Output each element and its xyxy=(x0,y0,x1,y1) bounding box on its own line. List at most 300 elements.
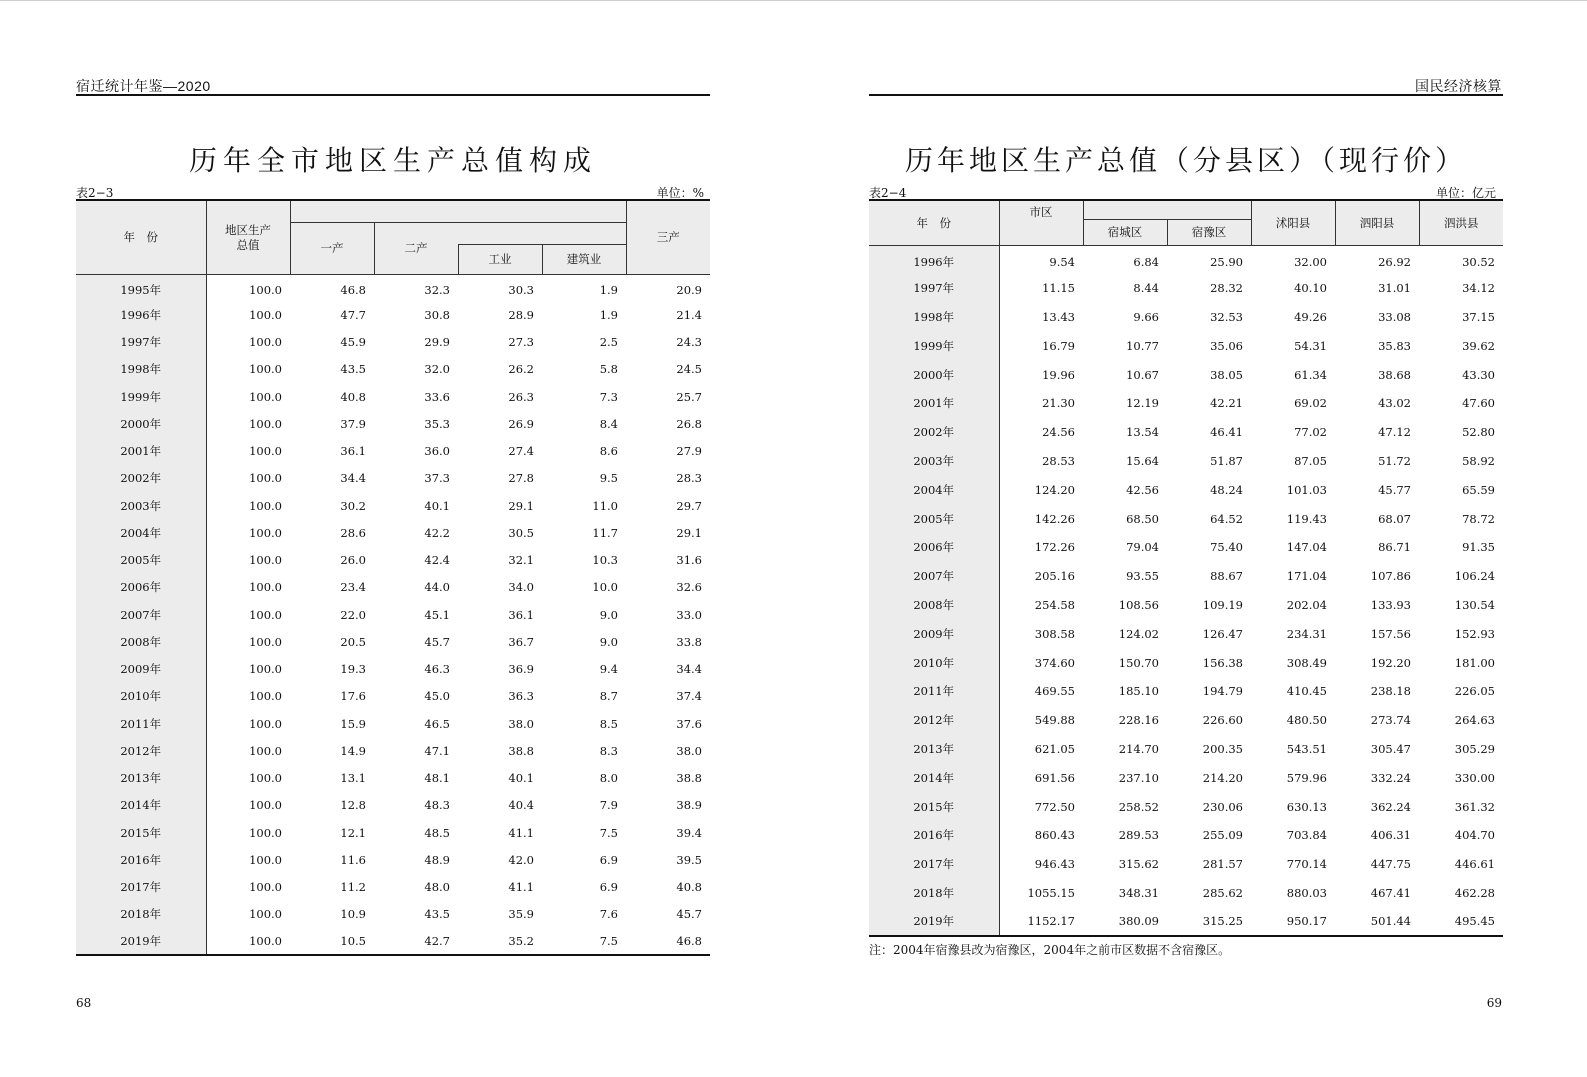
value-cell: 5.8 xyxy=(599,362,618,377)
value-cell: 41.1 xyxy=(508,880,534,895)
value-cell: 703.84 xyxy=(1286,828,1327,843)
value-cell: 37.6 xyxy=(676,716,702,731)
value-cell: 25.7 xyxy=(676,389,702,404)
value-cell: 8.44 xyxy=(1133,281,1159,296)
table-row xyxy=(76,410,710,437)
value-cell: 33.0 xyxy=(676,607,702,622)
value-cell: 362.24 xyxy=(1370,799,1411,814)
value-cell: 54.31 xyxy=(1294,338,1327,353)
year-cell: 1996年 xyxy=(76,301,206,328)
value-cell: 205.16 xyxy=(1034,569,1075,584)
table-row xyxy=(869,850,1503,879)
value-cell: 100.0 xyxy=(249,362,282,377)
value-cell: 38.0 xyxy=(676,743,702,758)
value-cell: 15.9 xyxy=(340,716,366,731)
value-cell: 78.72 xyxy=(1462,511,1495,526)
value-cell: 147.04 xyxy=(1286,540,1327,555)
value-cell: 48.24 xyxy=(1210,482,1243,497)
year-cell: 2010年 xyxy=(76,683,206,710)
value-cell: 25.90 xyxy=(1210,254,1243,269)
table-row xyxy=(76,465,710,492)
value-cell: 8.5 xyxy=(599,716,618,731)
value-cell: 32.53 xyxy=(1210,309,1243,324)
year-cell: 2012年 xyxy=(76,737,206,764)
value-cell: 13.1 xyxy=(340,771,366,786)
value-cell: 27.3 xyxy=(508,335,534,350)
value-cell: 410.45 xyxy=(1286,684,1327,699)
value-cell: 172.26 xyxy=(1034,540,1075,555)
value-cell: 194.79 xyxy=(1202,684,1243,699)
value-cell: 36.1 xyxy=(340,444,366,459)
value-cell: 404.70 xyxy=(1454,828,1495,843)
value-cell: 315.62 xyxy=(1118,857,1159,872)
value-cell: 34.0 xyxy=(508,580,534,595)
table-row xyxy=(76,765,710,792)
value-cell: 100.0 xyxy=(249,607,282,622)
value-cell: 100.0 xyxy=(249,471,282,486)
table-row xyxy=(76,274,710,301)
year-cell: 2015年 xyxy=(76,819,206,846)
value-cell: 630.13 xyxy=(1286,799,1327,814)
year-cell: 2012年 xyxy=(869,706,999,735)
value-cell: 10.0 xyxy=(592,580,618,595)
value-cell: 28.6 xyxy=(340,525,366,540)
table-row xyxy=(76,519,710,546)
value-cell: 150.70 xyxy=(1118,655,1159,670)
header-shuyang: 沭阳县 xyxy=(1251,200,1335,245)
header-year-right: 年 份 xyxy=(869,200,999,245)
year-cell: 2013年 xyxy=(76,765,206,792)
value-cell: 8.7 xyxy=(599,689,618,704)
header-rule-left xyxy=(76,94,710,96)
year-cell: 2000年 xyxy=(869,360,999,389)
value-cell: 12.8 xyxy=(340,798,366,813)
value-cell: 447.75 xyxy=(1370,857,1411,872)
value-cell: 192.20 xyxy=(1370,655,1411,670)
value-cell: 100.0 xyxy=(249,716,282,731)
year-cell: 2007年 xyxy=(869,562,999,591)
value-cell: 40.4 xyxy=(508,798,534,813)
value-cell: 100.0 xyxy=(249,307,282,322)
value-cell: 446.61 xyxy=(1454,857,1495,872)
value-cell: 10.77 xyxy=(1126,338,1159,353)
value-cell: 406.31 xyxy=(1370,828,1411,843)
value-cell: 100.0 xyxy=(249,852,282,867)
value-cell: 100.0 xyxy=(249,553,282,568)
value-cell: 12.19 xyxy=(1126,396,1159,411)
value-cell: 32.0 xyxy=(424,362,450,377)
year-cell: 2008年 xyxy=(76,628,206,655)
year-cell: 2000年 xyxy=(76,410,206,437)
year-cell: 2010年 xyxy=(869,648,999,677)
year-cell: 2019年 xyxy=(76,928,206,955)
value-cell: 35.83 xyxy=(1378,338,1411,353)
value-cell: 100.0 xyxy=(249,743,282,758)
year-cell: 1996年 xyxy=(869,245,999,274)
value-cell: 48.9 xyxy=(424,852,450,867)
table-row xyxy=(76,356,710,383)
value-cell: 91.35 xyxy=(1462,540,1495,555)
value-cell: 230.06 xyxy=(1202,799,1243,814)
value-cell: 19.96 xyxy=(1042,367,1075,382)
value-cell: 2.5 xyxy=(599,335,618,350)
table-row xyxy=(869,533,1503,562)
table-row xyxy=(869,504,1503,533)
header-primary: 一产 xyxy=(290,222,374,274)
value-cell: 181.00 xyxy=(1454,655,1495,670)
value-cell: 100.0 xyxy=(206,928,290,955)
value-cell: 21.30 xyxy=(1042,396,1075,411)
year-cell: 2004年 xyxy=(869,475,999,504)
table-row xyxy=(869,879,1503,908)
value-cell: 9.0 xyxy=(599,634,618,649)
value-cell: 48.1 xyxy=(424,771,450,786)
value-cell: 20.5 xyxy=(340,634,366,649)
value-cell: 35.3 xyxy=(424,416,450,431)
value-cell: 273.74 xyxy=(1370,713,1411,728)
value-cell: 28.53 xyxy=(1042,453,1075,468)
value-cell: 214.70 xyxy=(1118,741,1159,756)
value-cell: 100.0 xyxy=(249,416,282,431)
value-cell: 36.9 xyxy=(508,662,534,677)
value-cell: 305.29 xyxy=(1454,741,1495,756)
value-cell: 469.55 xyxy=(1034,684,1075,699)
value-cell: 100.0 xyxy=(249,634,282,649)
value-cell: 42.21 xyxy=(1210,396,1243,411)
header-gdp xyxy=(206,200,290,274)
year-cell: 2011年 xyxy=(869,677,999,706)
value-cell: 28.9 xyxy=(508,307,534,322)
value-cell: 202.04 xyxy=(1286,597,1327,612)
value-cell: 79.04 xyxy=(1126,540,1159,555)
value-cell: 45.7 xyxy=(676,907,702,922)
year-cell: 2013年 xyxy=(869,735,999,764)
table-row xyxy=(76,737,710,764)
value-cell: 28.3 xyxy=(676,471,702,486)
value-cell: 11.0 xyxy=(592,498,618,513)
value-cell: 10.5 xyxy=(290,928,374,955)
value-cell: 46.8 xyxy=(340,282,366,297)
value-cell: 43.5 xyxy=(340,362,366,377)
value-cell: 124.20 xyxy=(1034,482,1075,497)
value-cell: 87.05 xyxy=(1294,453,1327,468)
value-cell: 40.8 xyxy=(340,389,366,404)
table-row xyxy=(76,901,710,928)
value-cell: 68.07 xyxy=(1378,511,1411,526)
value-cell: 47.7 xyxy=(340,307,366,322)
page-title-left: 历年全市地区生产总值构成 xyxy=(188,143,597,177)
year-cell: 1999年 xyxy=(76,383,206,410)
value-cell: 35.06 xyxy=(1210,338,1243,353)
value-cell: 9.4 xyxy=(599,662,618,677)
table-number-left: 表2−3 xyxy=(76,186,114,200)
value-cell: 361.32 xyxy=(1454,799,1495,814)
value-cell: 100.0 xyxy=(249,798,282,813)
value-cell: 10.9 xyxy=(340,907,366,922)
value-cell: 100.0 xyxy=(249,525,282,540)
value-cell: 39.5 xyxy=(676,852,702,867)
value-cell: 237.10 xyxy=(1118,770,1159,785)
year-cell: 2015年 xyxy=(869,792,999,821)
value-cell: 48.5 xyxy=(424,825,450,840)
value-cell: 21.4 xyxy=(676,307,702,322)
value-cell: 11.2 xyxy=(340,880,366,895)
year-cell: 1998年 xyxy=(76,356,206,383)
year-cell: 2018年 xyxy=(869,879,999,908)
value-cell: 45.7 xyxy=(424,634,450,649)
value-cell: 100.0 xyxy=(249,580,282,595)
value-cell: 1.9 xyxy=(599,307,618,322)
year-cell: 2014年 xyxy=(869,763,999,792)
header-year: 年 份 xyxy=(76,200,206,274)
value-cell: 46.5 xyxy=(424,716,450,731)
header-sucheng: 宿城区 xyxy=(1083,219,1167,245)
value-cell: 43.5 xyxy=(424,907,450,922)
value-cell: 48.3 xyxy=(424,798,450,813)
page-number-left: 68 xyxy=(76,996,92,1010)
value-cell: 9.54 xyxy=(1049,254,1075,269)
header-gdp-label: 地区生产总值 xyxy=(225,223,271,252)
value-cell: 28.32 xyxy=(1210,281,1243,296)
value-cell: 36.3 xyxy=(508,689,534,704)
value-cell: 7.5 xyxy=(599,825,618,840)
value-cell: 119.43 xyxy=(1286,511,1327,526)
value-cell: 621.05 xyxy=(1034,741,1075,756)
header-secondary: 二产 xyxy=(374,222,458,274)
table-row xyxy=(76,928,710,955)
value-cell: 20.9 xyxy=(676,282,702,297)
value-cell: 308.58 xyxy=(1034,626,1075,641)
value-cell: 142.26 xyxy=(1034,511,1075,526)
value-cell: 9.66 xyxy=(1133,309,1159,324)
value-cell: 13.54 xyxy=(1126,425,1159,440)
table-row xyxy=(76,710,710,737)
value-cell: 171.04 xyxy=(1286,569,1327,584)
year-cell: 1995年 xyxy=(76,274,206,301)
table-row xyxy=(76,846,710,873)
value-cell: 34.12 xyxy=(1462,281,1495,296)
table-row xyxy=(869,763,1503,792)
value-cell: 27.4 xyxy=(508,444,534,459)
value-cell: 40.1 xyxy=(424,498,450,513)
header-construction: 建筑业 xyxy=(542,244,626,274)
value-cell: 289.53 xyxy=(1118,828,1159,843)
year-cell: 2005年 xyxy=(76,547,206,574)
value-cell: 1152.17 xyxy=(999,907,1083,936)
value-cell: 348.31 xyxy=(1118,885,1159,900)
table-row xyxy=(869,821,1503,850)
year-cell: 2007年 xyxy=(76,601,206,628)
value-cell: 15.64 xyxy=(1126,453,1159,468)
value-cell: 238.18 xyxy=(1370,684,1411,699)
value-cell: 126.47 xyxy=(1202,626,1243,641)
value-cell: 254.58 xyxy=(1034,597,1075,612)
value-cell: 43.02 xyxy=(1378,396,1411,411)
table-row xyxy=(76,301,710,328)
table-row xyxy=(869,360,1503,389)
year-cell: 2001年 xyxy=(76,438,206,465)
year-cell: 1999年 xyxy=(869,331,999,360)
year-cell: 2008年 xyxy=(869,591,999,620)
value-cell: 33.6 xyxy=(424,389,450,404)
value-cell: 214.20 xyxy=(1202,770,1243,785)
table-row xyxy=(869,591,1503,620)
value-cell: 23.4 xyxy=(340,580,366,595)
header-industry: 工业 xyxy=(458,244,542,274)
value-cell: 772.50 xyxy=(1034,799,1075,814)
value-cell: 46.8 xyxy=(626,928,710,955)
table-row xyxy=(76,329,710,356)
value-cell: 6.84 xyxy=(1133,254,1159,269)
header-tertiary: 三产 xyxy=(626,200,710,274)
value-cell: 100.0 xyxy=(249,689,282,704)
value-cell: 10.67 xyxy=(1126,367,1159,382)
value-cell: 11.15 xyxy=(1042,281,1075,296)
value-cell: 58.92 xyxy=(1462,453,1495,468)
value-cell: 156.38 xyxy=(1202,655,1243,670)
value-cell: 40.8 xyxy=(676,880,702,895)
value-cell: 45.0 xyxy=(424,689,450,704)
value-cell: 133.93 xyxy=(1370,597,1411,612)
value-cell: 30.3 xyxy=(508,282,534,297)
value-cell: 47.12 xyxy=(1378,425,1411,440)
value-cell: 100.0 xyxy=(249,389,282,404)
value-cell: 6.9 xyxy=(599,852,618,867)
value-cell: 100.0 xyxy=(249,498,282,513)
value-cell: 467.41 xyxy=(1370,885,1411,900)
value-cell: 69.02 xyxy=(1294,396,1327,411)
value-cell: 8.4 xyxy=(599,416,618,431)
value-cell: 130.54 xyxy=(1454,597,1495,612)
value-cell: 24.5 xyxy=(676,362,702,377)
value-cell: 770.14 xyxy=(1286,857,1327,872)
value-cell: 39.62 xyxy=(1462,338,1495,353)
value-cell: 226.60 xyxy=(1202,713,1243,728)
value-cell: 19.3 xyxy=(340,662,366,677)
value-cell: 29.9 xyxy=(424,335,450,350)
value-cell: 308.49 xyxy=(1286,655,1327,670)
value-cell: 86.71 xyxy=(1378,540,1411,555)
value-cell: 64.52 xyxy=(1210,511,1243,526)
year-cell: 2006年 xyxy=(869,533,999,562)
value-cell: 77.02 xyxy=(1294,425,1327,440)
value-cell: 234.31 xyxy=(1286,626,1327,641)
table-number-right: 表2−4 xyxy=(869,186,907,200)
year-cell: 2002年 xyxy=(76,465,206,492)
value-cell: 88.67 xyxy=(1210,569,1243,584)
table-row xyxy=(76,383,710,410)
table-row xyxy=(76,574,710,601)
value-cell: 36.1 xyxy=(508,607,534,622)
value-cell: 7.6 xyxy=(599,907,618,922)
value-cell: 495.45 xyxy=(1419,907,1503,936)
value-cell: 47.1 xyxy=(424,743,450,758)
value-cell: 51.72 xyxy=(1378,453,1411,468)
value-cell: 1055.15 xyxy=(1027,885,1075,900)
value-cell: 61.34 xyxy=(1294,367,1327,382)
year-cell: 2017年 xyxy=(869,850,999,879)
value-cell: 226.05 xyxy=(1454,684,1495,699)
year-cell: 2016年 xyxy=(869,821,999,850)
value-cell: 38.9 xyxy=(676,798,702,813)
value-cell: 24.56 xyxy=(1042,425,1075,440)
value-cell: 43.30 xyxy=(1462,367,1495,382)
value-cell: 30.5 xyxy=(508,525,534,540)
table-row xyxy=(869,447,1503,476)
gdp-by-county-table xyxy=(869,199,1503,937)
value-cell: 30.2 xyxy=(340,498,366,513)
year-cell: 2018年 xyxy=(76,901,206,928)
value-cell: 100.0 xyxy=(249,907,282,922)
year-cell: 2009年 xyxy=(76,656,206,683)
value-cell: 100.0 xyxy=(249,825,282,840)
value-cell: 27.8 xyxy=(508,471,534,486)
value-cell: 549.88 xyxy=(1034,713,1075,728)
value-cell: 47.60 xyxy=(1462,396,1495,411)
value-cell: 37.3 xyxy=(424,471,450,486)
year-cell: 2002年 xyxy=(869,418,999,447)
value-cell: 100.0 xyxy=(249,282,282,297)
header-secondary-sub-spacer xyxy=(458,222,626,244)
value-cell: 31.6 xyxy=(676,553,702,568)
value-cell: 543.51 xyxy=(1286,741,1327,756)
value-cell: 44.0 xyxy=(424,580,450,595)
value-cell: 38.8 xyxy=(508,743,534,758)
value-cell: 480.50 xyxy=(1286,713,1327,728)
year-cell: 1997年 xyxy=(76,329,206,356)
value-cell: 124.02 xyxy=(1118,626,1159,641)
year-cell: 1997年 xyxy=(869,274,999,303)
year-cell: 2009年 xyxy=(869,619,999,648)
value-cell: 31.01 xyxy=(1378,281,1411,296)
value-cell: 374.60 xyxy=(1034,655,1075,670)
value-cell: 32.3 xyxy=(424,282,450,297)
value-cell: 40.1 xyxy=(508,771,534,786)
value-cell: 26.8 xyxy=(676,416,702,431)
value-cell: 258.52 xyxy=(1118,799,1159,814)
running-head-right: 国民经济核算 xyxy=(1415,78,1502,94)
value-cell: 950.17 xyxy=(1251,907,1335,936)
value-cell: 38.05 xyxy=(1210,367,1243,382)
table-row xyxy=(76,547,710,574)
value-cell: 579.96 xyxy=(1286,770,1327,785)
year-cell: 2017年 xyxy=(76,874,206,901)
left-page xyxy=(76,0,720,1077)
value-cell: 100.0 xyxy=(249,662,282,677)
year-cell: 2016年 xyxy=(76,846,206,873)
value-cell: 29.1 xyxy=(508,498,534,513)
table-row xyxy=(869,274,1503,303)
value-cell: 38.8 xyxy=(676,771,702,786)
header-city: 市区 xyxy=(999,200,1083,219)
value-cell: 100.0 xyxy=(249,444,282,459)
value-cell: 17.6 xyxy=(340,689,366,704)
value-cell: 100.0 xyxy=(249,771,282,786)
value-cell: 332.24 xyxy=(1370,770,1411,785)
header-group-spacer xyxy=(290,200,626,222)
value-cell: 1.9 xyxy=(599,282,618,297)
value-cell: 48.0 xyxy=(424,880,450,895)
value-cell: 109.19 xyxy=(1202,597,1243,612)
value-cell: 33.08 xyxy=(1378,309,1411,324)
value-cell: 228.16 xyxy=(1118,713,1159,728)
value-cell: 10.3 xyxy=(592,553,618,568)
year-cell: 1998年 xyxy=(869,303,999,332)
table-row xyxy=(869,907,1503,936)
table-row xyxy=(869,303,1503,332)
value-cell: 281.57 xyxy=(1202,857,1243,872)
value-cell: 26.9 xyxy=(508,416,534,431)
